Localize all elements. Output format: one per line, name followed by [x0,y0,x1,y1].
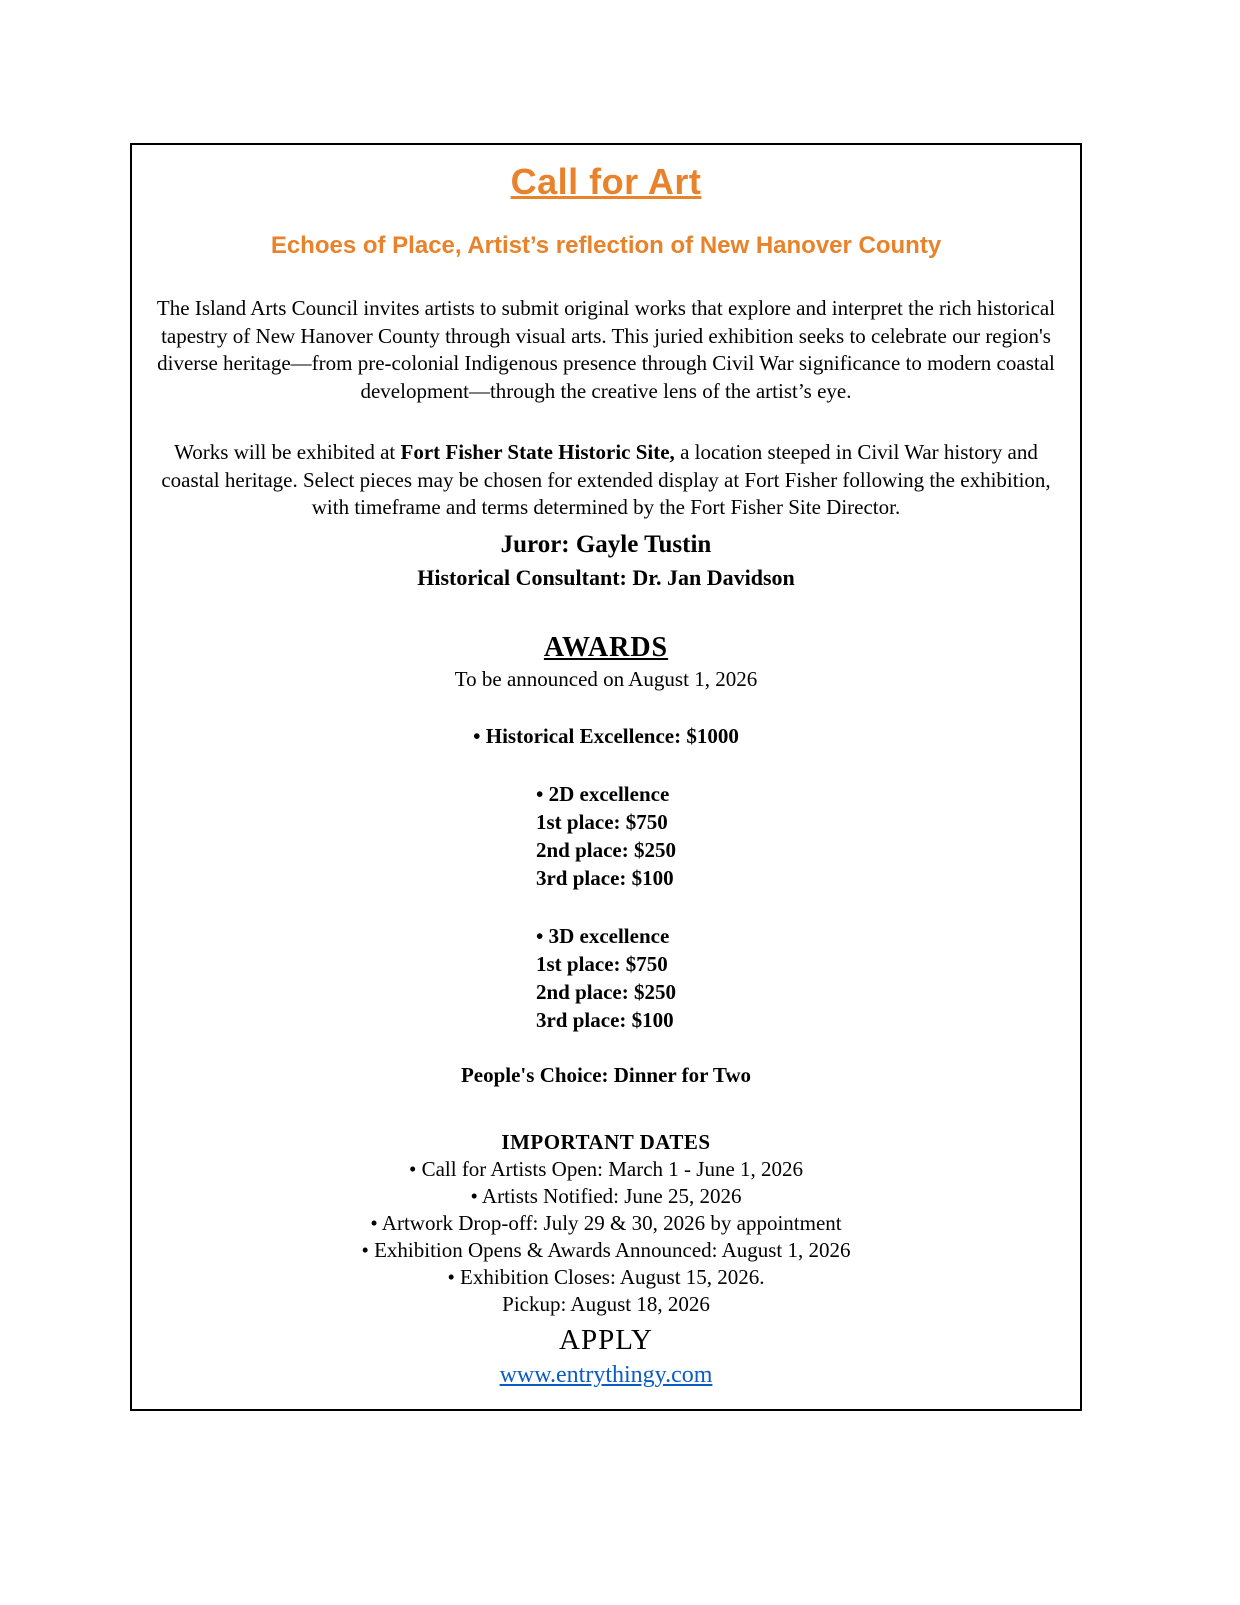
award-2d-place-1: 1st place: $750 [535,809,668,834]
award-3d-place-3: 3rd place: $100 [535,1007,674,1032]
page-title: Call for Art [510,161,702,202]
page-subtitle: Echoes of Place, Artist’s reflection of New Hanover County [270,232,942,259]
exhibition-location: Fort Fisher State Historic Site, [400,440,675,464]
awards-heading: AWARDS [543,631,669,663]
apply-label: APPLY [559,1323,653,1356]
award-2d-block [156,780,1056,892]
award-2d-place-3: 3rd place: $100 [535,865,674,890]
date-item-pickup: Pickup: August 18, 2026 [502,1291,710,1316]
intro-paragraph: The Island Arts Council invites artists to submit original works that explore and interpret the rich historical tapestry of New Hanover County through visual arts. This juried exhibition seeks to celebrate our region's diverse heritage—from pre-colonial Indigenous presence through Civil War significance to modern coastal development—through the creative lens of the artist’s eye. [156,296,1056,403]
award-historical-excellence: • Historical Excellence: $1000 [473,723,739,748]
apply-link-row [156,1358,1056,1390]
award-3d-title: • 3D excellence [535,923,670,948]
award-2d-title: • 2D excellence [535,781,670,806]
exhibition-paragraph [156,439,1056,522]
exhibition-text-prefix: Works will be exhibited at [174,440,401,464]
date-item-exhibition-closes: • Exhibition Closes: August 15, 2026. [447,1264,765,1289]
date-item-call-open: • Call for Artists Open: March 1 - June 1, 2026 [408,1156,804,1181]
apply-link[interactable]: www.entrythingy.com [499,1361,713,1388]
date-item-artists-notified: • Artists Notified: June 25, 2026 [470,1183,742,1208]
exhibition-text-suffix: a location steeped in Civil War history and coastal heritage. Select pieces may be chosen for extended display at Fort Fisher following the exhibition, with timeframe and terms determined by the Fort Fisher Site Director. [161,440,1051,519]
award-3d-place-2: 2nd place: $250 [535,979,676,1004]
award-3d-block [156,922,1056,1034]
award-peoples-choice: People's Choice: Dinner for Two [460,1062,752,1087]
award-2d-place-2: 2nd place: $250 [535,837,676,862]
important-dates-heading: IMPORTANT DATES [501,1129,711,1154]
flyer-border-frame [130,143,1082,1411]
award-3d-inner [536,922,676,1034]
awards-announce-date: To be announced on August 1, 2026 [454,666,758,691]
juror-line: Juror: Gayle Tustin [500,530,712,558]
date-item-exhibition-opens: • Exhibition Opens & Awards Announced: August 1, 2026 [361,1237,851,1262]
award-3d-place-1: 1st place: $750 [535,951,668,976]
consultant-line: Historical Consultant: Dr. Jan Davidson [417,564,795,590]
date-item-artwork-dropoff: • Artwork Drop-off: July 29 & 30, 2026 by appointment [370,1210,842,1235]
award-2d-inner [536,780,676,892]
